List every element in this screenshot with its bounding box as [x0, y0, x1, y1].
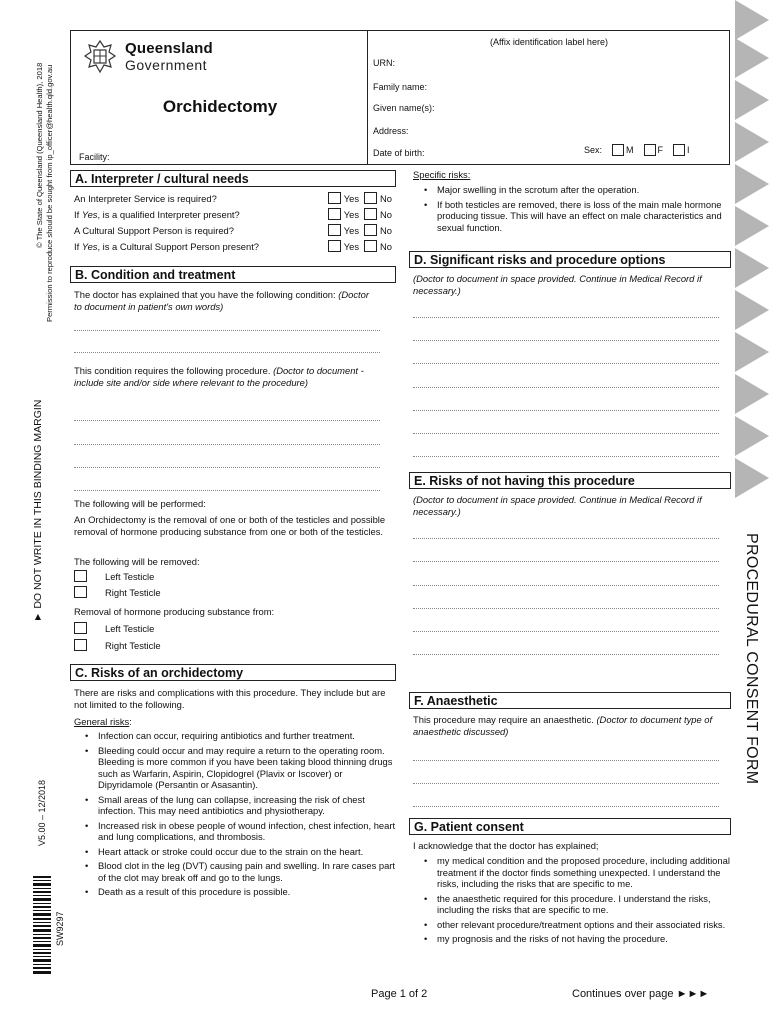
option-label: Left Testicle — [105, 570, 155, 582]
urn-field[interactable]: URN: — [373, 58, 395, 68]
version-text: V5.00 – 12/2018 — [37, 779, 47, 846]
org-subtitle: Government — [125, 57, 208, 73]
family-name-field[interactable]: Family name: — [373, 82, 428, 92]
address-field[interactable]: Address: — [373, 126, 409, 136]
list-item: • Heart attack or stroke could occur due to the strain on the heart. — [74, 846, 396, 858]
hormone-right-checkbox[interactable] — [74, 639, 87, 651]
risks-options-line[interactable] — [413, 456, 719, 457]
procedure-line[interactable] — [74, 420, 380, 421]
general-risks-list — [74, 730, 396, 901]
general-risks-label: General risks: — [74, 716, 132, 727]
risks-not-having-line[interactable] — [413, 608, 719, 609]
no-checkbox[interactable] — [364, 240, 377, 252]
question-text: If Yes, is a qualified Interpreter present? — [74, 208, 240, 220]
no-label: No — [380, 240, 392, 252]
up-arrow-icon: ▲ — [32, 610, 44, 623]
yes-checkbox[interactable] — [328, 192, 341, 204]
yes-label: Yes — [343, 208, 360, 220]
risks-options-line[interactable] — [413, 433, 719, 434]
section-d-note: (Doctor to document in space provided. Continue in Medical Record if necessary.) — [413, 273, 702, 296]
section-c-heading: C. Risks of an orchidectomy — [70, 664, 396, 681]
sex-i-label: I — [687, 145, 690, 155]
removed-label: The following will be removed: — [74, 556, 200, 567]
form-code: SW9297 — [55, 911, 65, 946]
org-name: Queensland — [125, 40, 213, 57]
risks-options-line[interactable] — [413, 317, 719, 318]
option-label: Right Testicle — [105, 639, 161, 651]
no-checkbox[interactable] — [364, 208, 377, 220]
no-label: No — [380, 192, 392, 204]
condition-intro: The doctor has explained that you have the following condition: (Doctor to document in patient's own words) — [74, 289, 369, 312]
left-testicle-option — [74, 570, 154, 582]
continues-note: Continues over page ►►► — [572, 988, 710, 1000]
section-f-heading: F. Anaesthetic — [409, 692, 731, 709]
interpreter-required-row — [74, 192, 392, 204]
procedure-line[interactable] — [74, 444, 380, 445]
given-names-field[interactable]: Given name(s): — [373, 103, 435, 113]
procedure-intro: This condition requires the following procedure. (Doctor to document - include site and/or side where relevant to the procedure) — [74, 365, 364, 388]
condition-line[interactable] — [74, 352, 380, 353]
permission-text: Permission to reproduce should be sought from ip_officer@health.qld.gov.au — [45, 64, 54, 322]
patient-id-panel — [368, 30, 730, 165]
list-item: • Increased risk in obese people of wound infection, chest infection, heart and lung complications, and thrombosis. — [74, 820, 396, 843]
risks-not-having-line[interactable] — [413, 631, 719, 632]
no-label: No — [380, 208, 392, 220]
yes-label: Yes — [343, 192, 360, 204]
no-checkbox[interactable] — [364, 192, 377, 204]
anaesthetic-line[interactable] — [413, 806, 719, 807]
yes-label: Yes — [343, 240, 360, 252]
page-title: Orchidectomy — [162, 97, 278, 116]
consent-intro: I acknowledge that the doctor has explained; — [413, 840, 599, 851]
sex-f-label: F — [657, 145, 664, 155]
list-item: • If both testicles are removed, there is loss of the main male hormone producing tissue. This will have an effect on male characteristics and sexual function. — [413, 199, 731, 234]
list-item: • my medical condition and the proposed procedure, including additional treatment if the doctor finds something unexpected. I understand the risks, including the risks that are specific to me. — [413, 855, 735, 890]
sex-label: Sex: — [584, 145, 603, 155]
procedure-line[interactable] — [74, 467, 380, 468]
yes-checkbox[interactable] — [328, 240, 341, 252]
condition-line[interactable] — [74, 330, 380, 331]
performed-label: The following will be performed: — [74, 498, 206, 509]
option-label: Right Testicle — [105, 586, 161, 598]
list-item: • other relevant procedure/treatment options and their associated risks. — [413, 919, 735, 931]
list-item: • Death as a result of this procedure is possible. — [74, 886, 396, 898]
left-testicle-checkbox[interactable] — [74, 570, 87, 582]
list-item: • Infection can occur, requiring antibiotics and further treatment. — [74, 730, 396, 742]
consent-list — [413, 855, 735, 948]
anaesthetic-line[interactable] — [413, 783, 719, 784]
no-checkbox[interactable] — [364, 224, 377, 236]
sex-selector — [584, 144, 690, 156]
anaesthetic-text: This procedure may require an anaesthetic. (Doctor to document type of anaesthetic discussed) — [413, 714, 713, 737]
hormone-left-checkbox[interactable] — [74, 622, 87, 634]
sex-f-checkbox[interactable] — [644, 144, 656, 156]
sex-i-checkbox[interactable] — [673, 144, 685, 156]
list-item: • the anaesthetic required for this procedure. I understand the risks, including the risks that are specific to me. — [413, 893, 735, 916]
risks-not-having-line[interactable] — [413, 538, 719, 539]
question-text: If Yes, is a Cultural Support Person present? — [74, 240, 260, 252]
interpreter-present-row — [74, 208, 392, 220]
section-g-heading: G. Patient consent — [409, 818, 731, 835]
specific-risks-list — [413, 184, 731, 236]
option-label: Left Testicle — [105, 622, 155, 634]
yes-checkbox[interactable] — [328, 208, 341, 220]
list-item: • Major swelling in the scrotum after the operation. — [413, 184, 731, 196]
procedure-description: An Orchidectomy is the removal of one or both of the testicles and possible removal of hormone producing substance from one or both of the testicles. — [74, 514, 386, 537]
procedure-line[interactable] — [74, 490, 380, 491]
section-d-heading: D. Significant risks and procedure options — [409, 251, 731, 268]
risks-options-line[interactable] — [413, 363, 719, 364]
specific-risks-label: Specific risks: — [413, 169, 471, 180]
affix-label-note: (Affix identification label here) — [490, 37, 608, 47]
risks-not-having-line[interactable] — [413, 654, 719, 655]
copyright-text: © The State of Queensland (Queensland Health), 2018 — [35, 62, 44, 248]
page-number: Page 1 of 2 — [371, 988, 428, 1000]
list-item: • Blood clot in the leg (DVT) causing pain and swelling. In rare cases part of the clot may break off and go to the lungs. — [74, 860, 396, 883]
right-testicle-checkbox[interactable] — [74, 586, 87, 598]
hormone-right-option — [74, 639, 161, 651]
yes-checkbox[interactable] — [328, 224, 341, 236]
hormone-left-option — [74, 622, 154, 634]
sex-m-checkbox[interactable] — [612, 144, 624, 156]
list-item: • my prognosis and the risks of not having the procedure. — [413, 933, 735, 945]
yes-label: Yes — [343, 224, 360, 236]
cultural-support-present-row — [74, 240, 392, 252]
sex-m-label: M — [626, 145, 634, 155]
facility-label: Facility: — [79, 152, 110, 162]
hormone-removal-label: Removal of hormone producing substance from: — [74, 606, 275, 617]
risks-not-having-line[interactable] — [413, 561, 719, 562]
risks-options-line[interactable] — [413, 340, 719, 341]
risks-options-line[interactable] — [413, 410, 719, 411]
list-item: • Small areas of the lung can collapse, increasing the risk of chest infection. This may need antibiotics and physiotherapy. — [74, 794, 396, 817]
question-text: A Cultural Support Person is required? — [74, 224, 234, 236]
queensland-crest-logo — [81, 39, 119, 75]
risks-intro: There are risks and complications with this procedure. They include but are not limited to the following. — [74, 687, 386, 710]
section-b-heading: B. Condition and treatment — [70, 266, 396, 283]
header-left-panel — [70, 30, 368, 165]
side-title: PROCEDURAL CONSENT FORM — [743, 533, 760, 785]
question-text: An Interpreter Service is required? — [74, 192, 217, 204]
dob-field[interactable]: Date of birth: — [373, 148, 425, 158]
section-e-note: (Doctor to document in space provided. Continue in Medical Record if necessary.) — [413, 494, 702, 517]
no-label: No — [380, 224, 392, 236]
risks-not-having-line[interactable] — [413, 585, 719, 586]
right-testicle-option — [74, 586, 161, 598]
anaesthetic-line[interactable] — [413, 760, 719, 761]
cultural-support-required-row — [74, 224, 392, 236]
section-a-heading: A. Interpreter / cultural needs — [70, 170, 396, 187]
binding-margin-warning: ▲ DO NOT WRITE IN THIS BINDING MARGIN — [32, 399, 44, 623]
section-e-heading: E. Risks of not having this procedure — [409, 472, 731, 489]
barcode — [33, 876, 51, 974]
risks-options-line[interactable] — [413, 387, 719, 388]
list-item: • Bleeding could occur and may require a return to the operating room. Bleeding is more common if you have been taking blood thinning drugs such as Warfarin, Aspirin, Clopidogrel (Plavix or Iscover) or Dipyridamole (Persantin or Asasantin). — [74, 745, 396, 791]
